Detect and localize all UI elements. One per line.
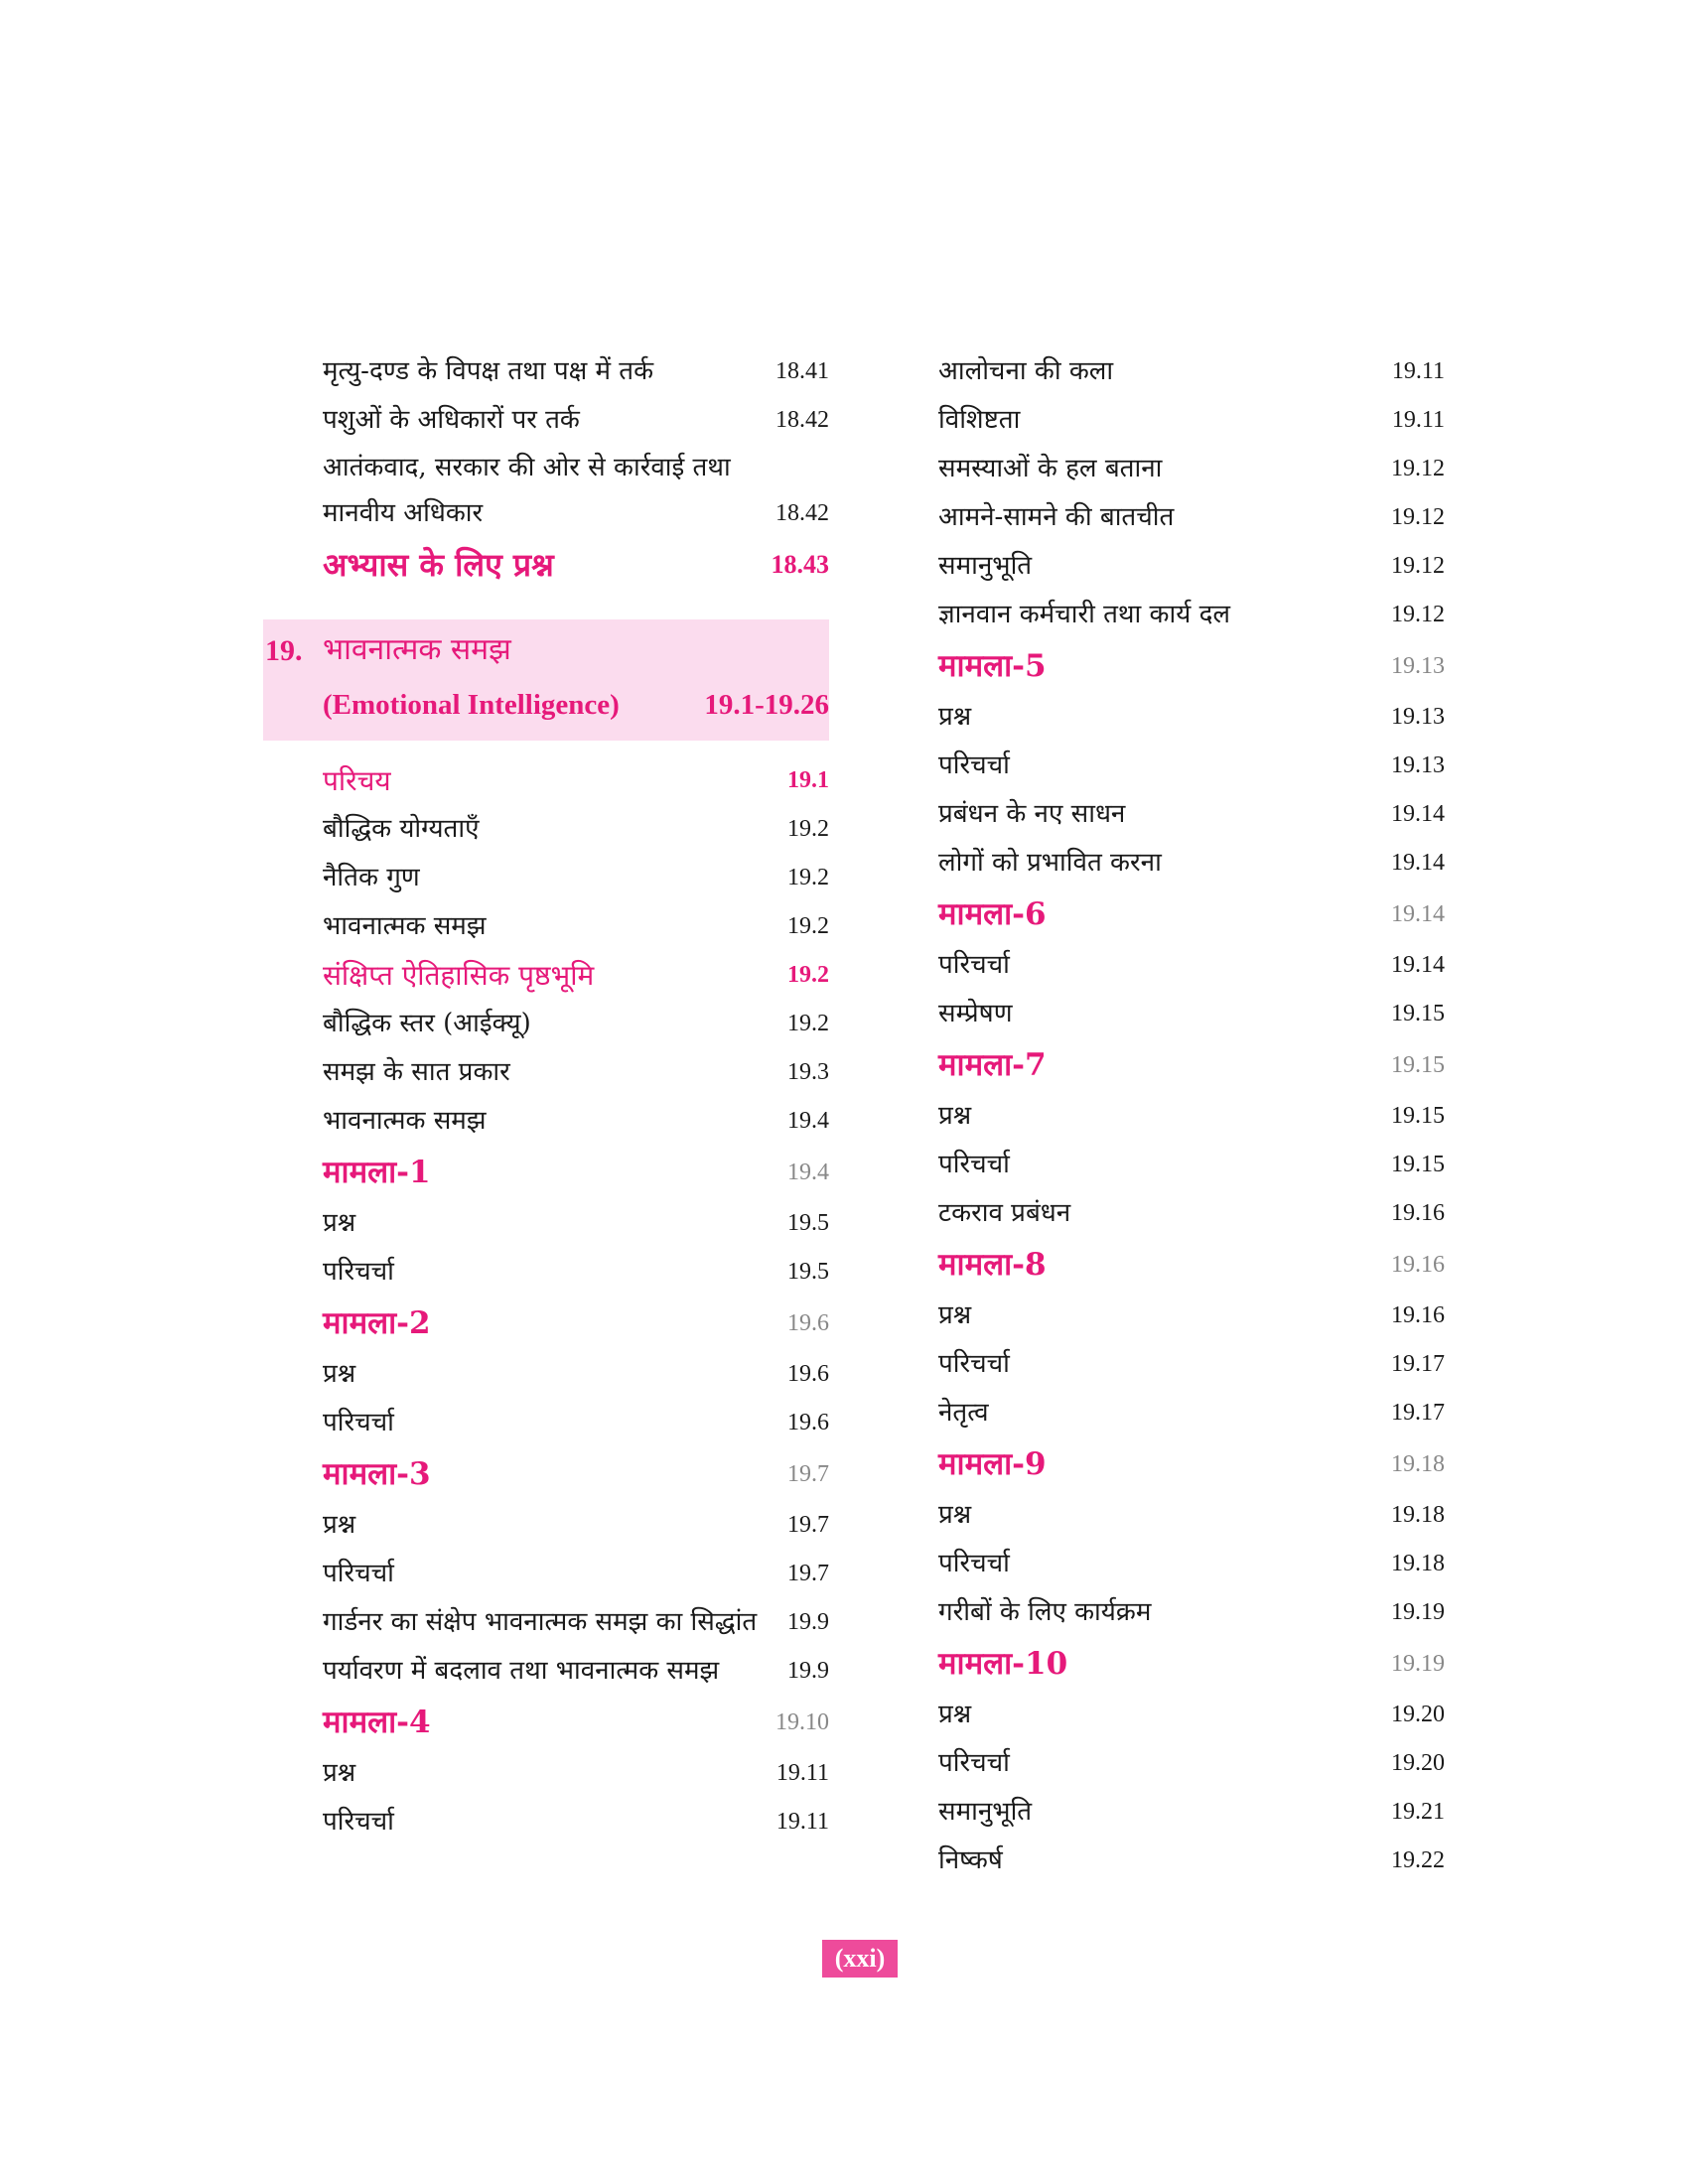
- toc-entry-title: टकराव प्रबंधन: [938, 1198, 1071, 1228]
- toc-entry-title: पर्यावरण में बदलाव तथा भावनात्मक समझ: [323, 1656, 720, 1686]
- toc-entry-title: आलोचना की कला: [938, 356, 1114, 386]
- toc-entry-page: 19.12: [1391, 553, 1445, 579]
- toc-entry[interactable]: [323, 1000, 829, 1048]
- toc-entry[interactable]: [938, 990, 1445, 1038]
- toc-case[interactable]: [938, 1637, 1445, 1691]
- toc-entry-page: 19.7: [787, 1461, 829, 1487]
- toc-entry-page: 19.22: [1391, 1847, 1445, 1873]
- toc-entry[interactable]: [323, 396, 829, 445]
- toc-left-column: [265, 347, 829, 1846]
- toc-entry-title: मामला-4: [323, 1705, 431, 1740]
- toc-entry[interactable]: [938, 493, 1445, 542]
- toc-entry-page: 19.17: [1391, 1400, 1445, 1426]
- toc-entry-page: 19.2: [787, 1011, 829, 1036]
- toc-entry-title: प्रश्न: [323, 1359, 356, 1389]
- toc-entry-title: प्रश्न: [323, 1208, 356, 1238]
- toc-entry-page: 19.11: [775, 1760, 829, 1786]
- toc-entry-title: भावनात्मक समझ: [323, 1106, 487, 1136]
- toc-entry[interactable]: [323, 445, 829, 536]
- toc-entry-page: 19.11: [775, 1809, 829, 1835]
- toc-entry[interactable]: [938, 1141, 1445, 1189]
- toc-entry-exercise[interactable]: [323, 536, 829, 594]
- toc-entry[interactable]: [938, 839, 1445, 887]
- toc-entry-title: मामला-2: [323, 1305, 431, 1341]
- toc-entry-page: 19.7: [787, 1512, 829, 1538]
- toc-entry-title: परिचर्चा: [323, 1257, 394, 1287]
- toc-entry[interactable]: [323, 1097, 829, 1146]
- toc-entry-page: 19.14: [1391, 801, 1445, 827]
- toc-entry[interactable]: [938, 445, 1445, 493]
- toc-entry-title: मामला-9: [938, 1446, 1047, 1482]
- toc-entry-page: 19.17: [1391, 1351, 1445, 1377]
- toc-entry-title: मामला-6: [938, 896, 1047, 932]
- toc-entry-title: विशिष्टता: [938, 405, 1021, 435]
- toc-entry-title: गार्डनर का संक्षेप भावनात्मक समझ का सिद्धांत: [323, 1607, 758, 1637]
- toc-entry-page: 19.16: [1391, 1252, 1445, 1278]
- toc-entry-title: प्रश्न: [938, 702, 972, 732]
- toc-entry-title: समानुभूति: [938, 1797, 1033, 1827]
- toc-entry-page: 19.2: [787, 816, 829, 842]
- toc-entry[interactable]: [938, 1588, 1445, 1637]
- chapter-english-title: (Emotional Intelligence): [323, 689, 620, 721]
- toc-entry-page: 19.12: [1391, 602, 1445, 627]
- toc-entry[interactable]: [938, 1389, 1445, 1437]
- toc-entry-title: प्रश्न: [938, 1500, 972, 1530]
- toc-entry-title: परिचर्चा: [938, 751, 1010, 780]
- toc-entry-page: 19.11: [1391, 407, 1445, 433]
- toc-entry[interactable]: [323, 805, 829, 854]
- toc-entry-title: परिचर्चा: [323, 1559, 394, 1588]
- toc-entry-title: समझ के सात प्रकार: [323, 1057, 510, 1087]
- toc-entry-page: 19.16: [1391, 1200, 1445, 1226]
- toc-entry-page: 19.5: [787, 1259, 829, 1285]
- toc-entry-title: प्रश्न: [938, 1700, 972, 1729]
- toc-entry[interactable]: [938, 1092, 1445, 1141]
- toc-entry[interactable]: [938, 1340, 1445, 1389]
- toc-entry[interactable]: [938, 396, 1445, 445]
- toc-entry-title: आतंकवाद, सरकार की ओर से कार्रवाई तथा मानवीय अधिकार: [323, 453, 731, 528]
- toc-entry-page: 19.14: [1391, 901, 1445, 927]
- toc-entry[interactable]: [938, 1788, 1445, 1837]
- toc-entry[interactable]: [323, 1749, 829, 1798]
- toc-section[interactable]: [323, 756, 829, 805]
- toc-entry-page: 19.13: [1391, 752, 1445, 778]
- toc-entry[interactable]: [323, 854, 829, 902]
- toc-entry[interactable]: [323, 1798, 829, 1846]
- toc-entry-title: सम्प्रेषण: [938, 999, 1013, 1028]
- toc-entry-title: परिचर्चा: [938, 1549, 1010, 1578]
- toc-entry-title: समानुभूति: [938, 551, 1033, 581]
- toc-entry[interactable]: [938, 1292, 1445, 1340]
- toc-entry-title: निष्कर्ष: [938, 1845, 1003, 1875]
- toc-entry-title: ज्ञानवान कर्मचारी तथा कार्य दल: [938, 600, 1231, 629]
- toc-entry-page: 19.10: [775, 1709, 829, 1735]
- toc-entry-page: 19.15: [1391, 1103, 1445, 1129]
- toc-entry-page: 19.1: [787, 767, 829, 793]
- toc-case[interactable]: [938, 887, 1445, 941]
- toc-entry[interactable]: [938, 1739, 1445, 1788]
- toc-entry-page: 19.11: [1391, 358, 1445, 384]
- toc-entry[interactable]: [938, 1189, 1445, 1238]
- toc-entry[interactable]: [938, 542, 1445, 591]
- toc-entry-page: 19.18: [1391, 1502, 1445, 1528]
- toc-entry-page: 19.6: [787, 1310, 829, 1336]
- toc-entry-title: गरीबों के लिए कार्यक्रम: [938, 1597, 1152, 1627]
- toc-entry[interactable]: [323, 1248, 829, 1297]
- toc-entry-title: परिचर्चा: [938, 1150, 1010, 1179]
- toc-entry-title: परिचय: [323, 764, 391, 797]
- toc-entry-page: 19.15: [1391, 1152, 1445, 1177]
- toc-case[interactable]: [938, 1038, 1445, 1092]
- toc-entry-page: 19.13: [1391, 653, 1445, 679]
- toc-entry-page: 19.19: [1391, 1651, 1445, 1677]
- toc-entry-page: 19.14: [1391, 952, 1445, 978]
- toc-entry[interactable]: [323, 347, 829, 396]
- toc-case[interactable]: [938, 1238, 1445, 1292]
- toc-case[interactable]: [323, 1297, 829, 1350]
- toc-entry-title: परिचर्चा: [938, 1748, 1010, 1778]
- toc-entry-page: 19.6: [787, 1410, 829, 1435]
- toc-entry-page: 18.42: [775, 407, 829, 433]
- toc-entry-title: मृत्यु-दण्ड के विपक्ष तथा पक्ष में तर्क: [323, 356, 654, 386]
- toc-entry[interactable]: [938, 1491, 1445, 1540]
- toc-entry-page: 19.5: [787, 1210, 829, 1236]
- chapter-number: 19.: [265, 634, 303, 667]
- toc-entry[interactable]: [323, 1399, 829, 1447]
- toc-section[interactable]: [323, 951, 829, 1000]
- toc-entry-title: बौद्धिक योग्यताएँ: [323, 814, 480, 844]
- toc-entry-title: परिचर्चा: [938, 950, 1010, 980]
- toc-entry[interactable]: [323, 1048, 829, 1097]
- toc-entry-page: 19.15: [1391, 1052, 1445, 1078]
- toc-entry-page: 19.2: [787, 962, 829, 988]
- toc-entry-title: संक्षिप्त ऐतिहासिक पृष्ठभूमि: [323, 959, 595, 992]
- toc-entry-title: मामला-10: [938, 1646, 1068, 1682]
- toc-entry-page: 18.42: [775, 500, 829, 526]
- toc-entry[interactable]: [938, 693, 1445, 742]
- toc-entry-page: 18.43: [771, 550, 829, 579]
- toc-case[interactable]: [938, 639, 1445, 693]
- toc-entry-title: मामला-8: [938, 1247, 1047, 1283]
- toc-entry[interactable]: [938, 1837, 1445, 1885]
- toc-right-column: [938, 347, 1445, 1885]
- toc-entry-title: प्रश्न: [938, 1101, 972, 1131]
- toc-entry-page: 19.9: [787, 1658, 829, 1684]
- toc-entry-page: 19.6: [787, 1361, 829, 1387]
- toc-entry-title: परिचर्चा: [323, 1408, 394, 1437]
- toc-entry-page: 19.2: [787, 913, 829, 939]
- toc-entry-title: बौद्धिक स्तर (आईक्यू): [323, 1009, 531, 1038]
- toc-entry-page: 19.7: [787, 1561, 829, 1586]
- toc-entry-title: मामला-5: [938, 648, 1047, 684]
- toc-entry-page: 19.18: [1391, 1451, 1445, 1477]
- toc-case[interactable]: [323, 1146, 829, 1199]
- toc-entry-title: प्रश्न: [323, 1510, 356, 1540]
- toc-entry-title: परिचर्चा: [323, 1807, 394, 1837]
- toc-entry-title: प्रबंधन के नए साधन: [938, 799, 1126, 829]
- toc-entry-page: 19.20: [1391, 1702, 1445, 1727]
- toc-entry[interactable]: [938, 1540, 1445, 1588]
- toc-case[interactable]: [323, 1696, 829, 1749]
- toc-entry-page: 19.12: [1391, 504, 1445, 530]
- toc-entry[interactable]: [323, 1350, 829, 1399]
- toc-entry-page: 19.4: [787, 1108, 829, 1134]
- toc-entry-page: 19.15: [1391, 1001, 1445, 1026]
- toc-case[interactable]: [938, 1437, 1445, 1491]
- toc-entry[interactable]: [323, 1501, 829, 1550]
- toc-entry-page: 19.21: [1391, 1799, 1445, 1825]
- toc-entry[interactable]: [323, 1598, 829, 1647]
- toc-entry-title: आमने-सामने की बातचीत: [938, 502, 1175, 532]
- chapter-heading[interactable]: [263, 619, 829, 741]
- toc-entry[interactable]: [938, 941, 1445, 990]
- page-number: (xxi): [822, 1940, 898, 1978]
- toc-entry-title: नेतृत्व: [938, 1398, 989, 1428]
- toc-entry-title: मामला-3: [323, 1456, 431, 1492]
- toc-entry-title: अभ्यास के लिए प्रश्न: [323, 546, 554, 584]
- chapter-title: भावनात्मक समझ: [323, 632, 511, 667]
- toc-entry-title: मामला-1: [323, 1155, 431, 1190]
- toc-entry[interactable]: [323, 902, 829, 951]
- toc-entry-page: 19.2: [787, 865, 829, 890]
- toc-entry-title: परिचर्चा: [938, 1349, 1010, 1379]
- toc-entry-title: समस्याओं के हल बताना: [938, 454, 1163, 483]
- toc-entry-title: पशुओं के अधिकारों पर तर्क: [323, 405, 580, 435]
- toc-entry[interactable]: [938, 790, 1445, 839]
- toc-entry[interactable]: [938, 347, 1445, 396]
- toc-entry-title: नैतिक गुण: [323, 863, 420, 892]
- toc-entry-page: 19.13: [1391, 704, 1445, 730]
- toc-entry-title: मामला-7: [938, 1047, 1047, 1083]
- toc-entry-page: 19.3: [787, 1059, 829, 1085]
- toc-entry[interactable]: [323, 1199, 829, 1248]
- toc-entry-title: प्रश्न: [938, 1300, 972, 1330]
- toc-entry-page: 19.20: [1391, 1750, 1445, 1776]
- toc-entry-title: भावनात्मक समझ: [323, 911, 487, 941]
- toc-entry-page: 19.14: [1391, 850, 1445, 876]
- toc-entry-title: लोगों को प्रभावित करना: [938, 848, 1162, 878]
- toc-entry-page: 19.16: [1391, 1302, 1445, 1328]
- toc-entry[interactable]: [938, 1691, 1445, 1739]
- toc-entry-page: 19.12: [1391, 456, 1445, 481]
- toc-entry[interactable]: [323, 1647, 829, 1696]
- toc-entry-title: प्रश्न: [323, 1758, 356, 1788]
- toc-entry-page: 18.41: [775, 358, 829, 384]
- toc-entry-page: 19.4: [787, 1160, 829, 1185]
- toc-entry-page: 19.18: [1391, 1551, 1445, 1576]
- toc-case[interactable]: [323, 1447, 829, 1501]
- toc-entry-page: 19.9: [787, 1609, 829, 1635]
- chapter-page-range: 19.1-19.26: [704, 689, 829, 721]
- toc-entry[interactable]: [323, 1550, 829, 1598]
- toc-entry[interactable]: [938, 591, 1445, 639]
- toc-entry-page: 19.19: [1391, 1599, 1445, 1625]
- toc-entry[interactable]: [938, 742, 1445, 790]
